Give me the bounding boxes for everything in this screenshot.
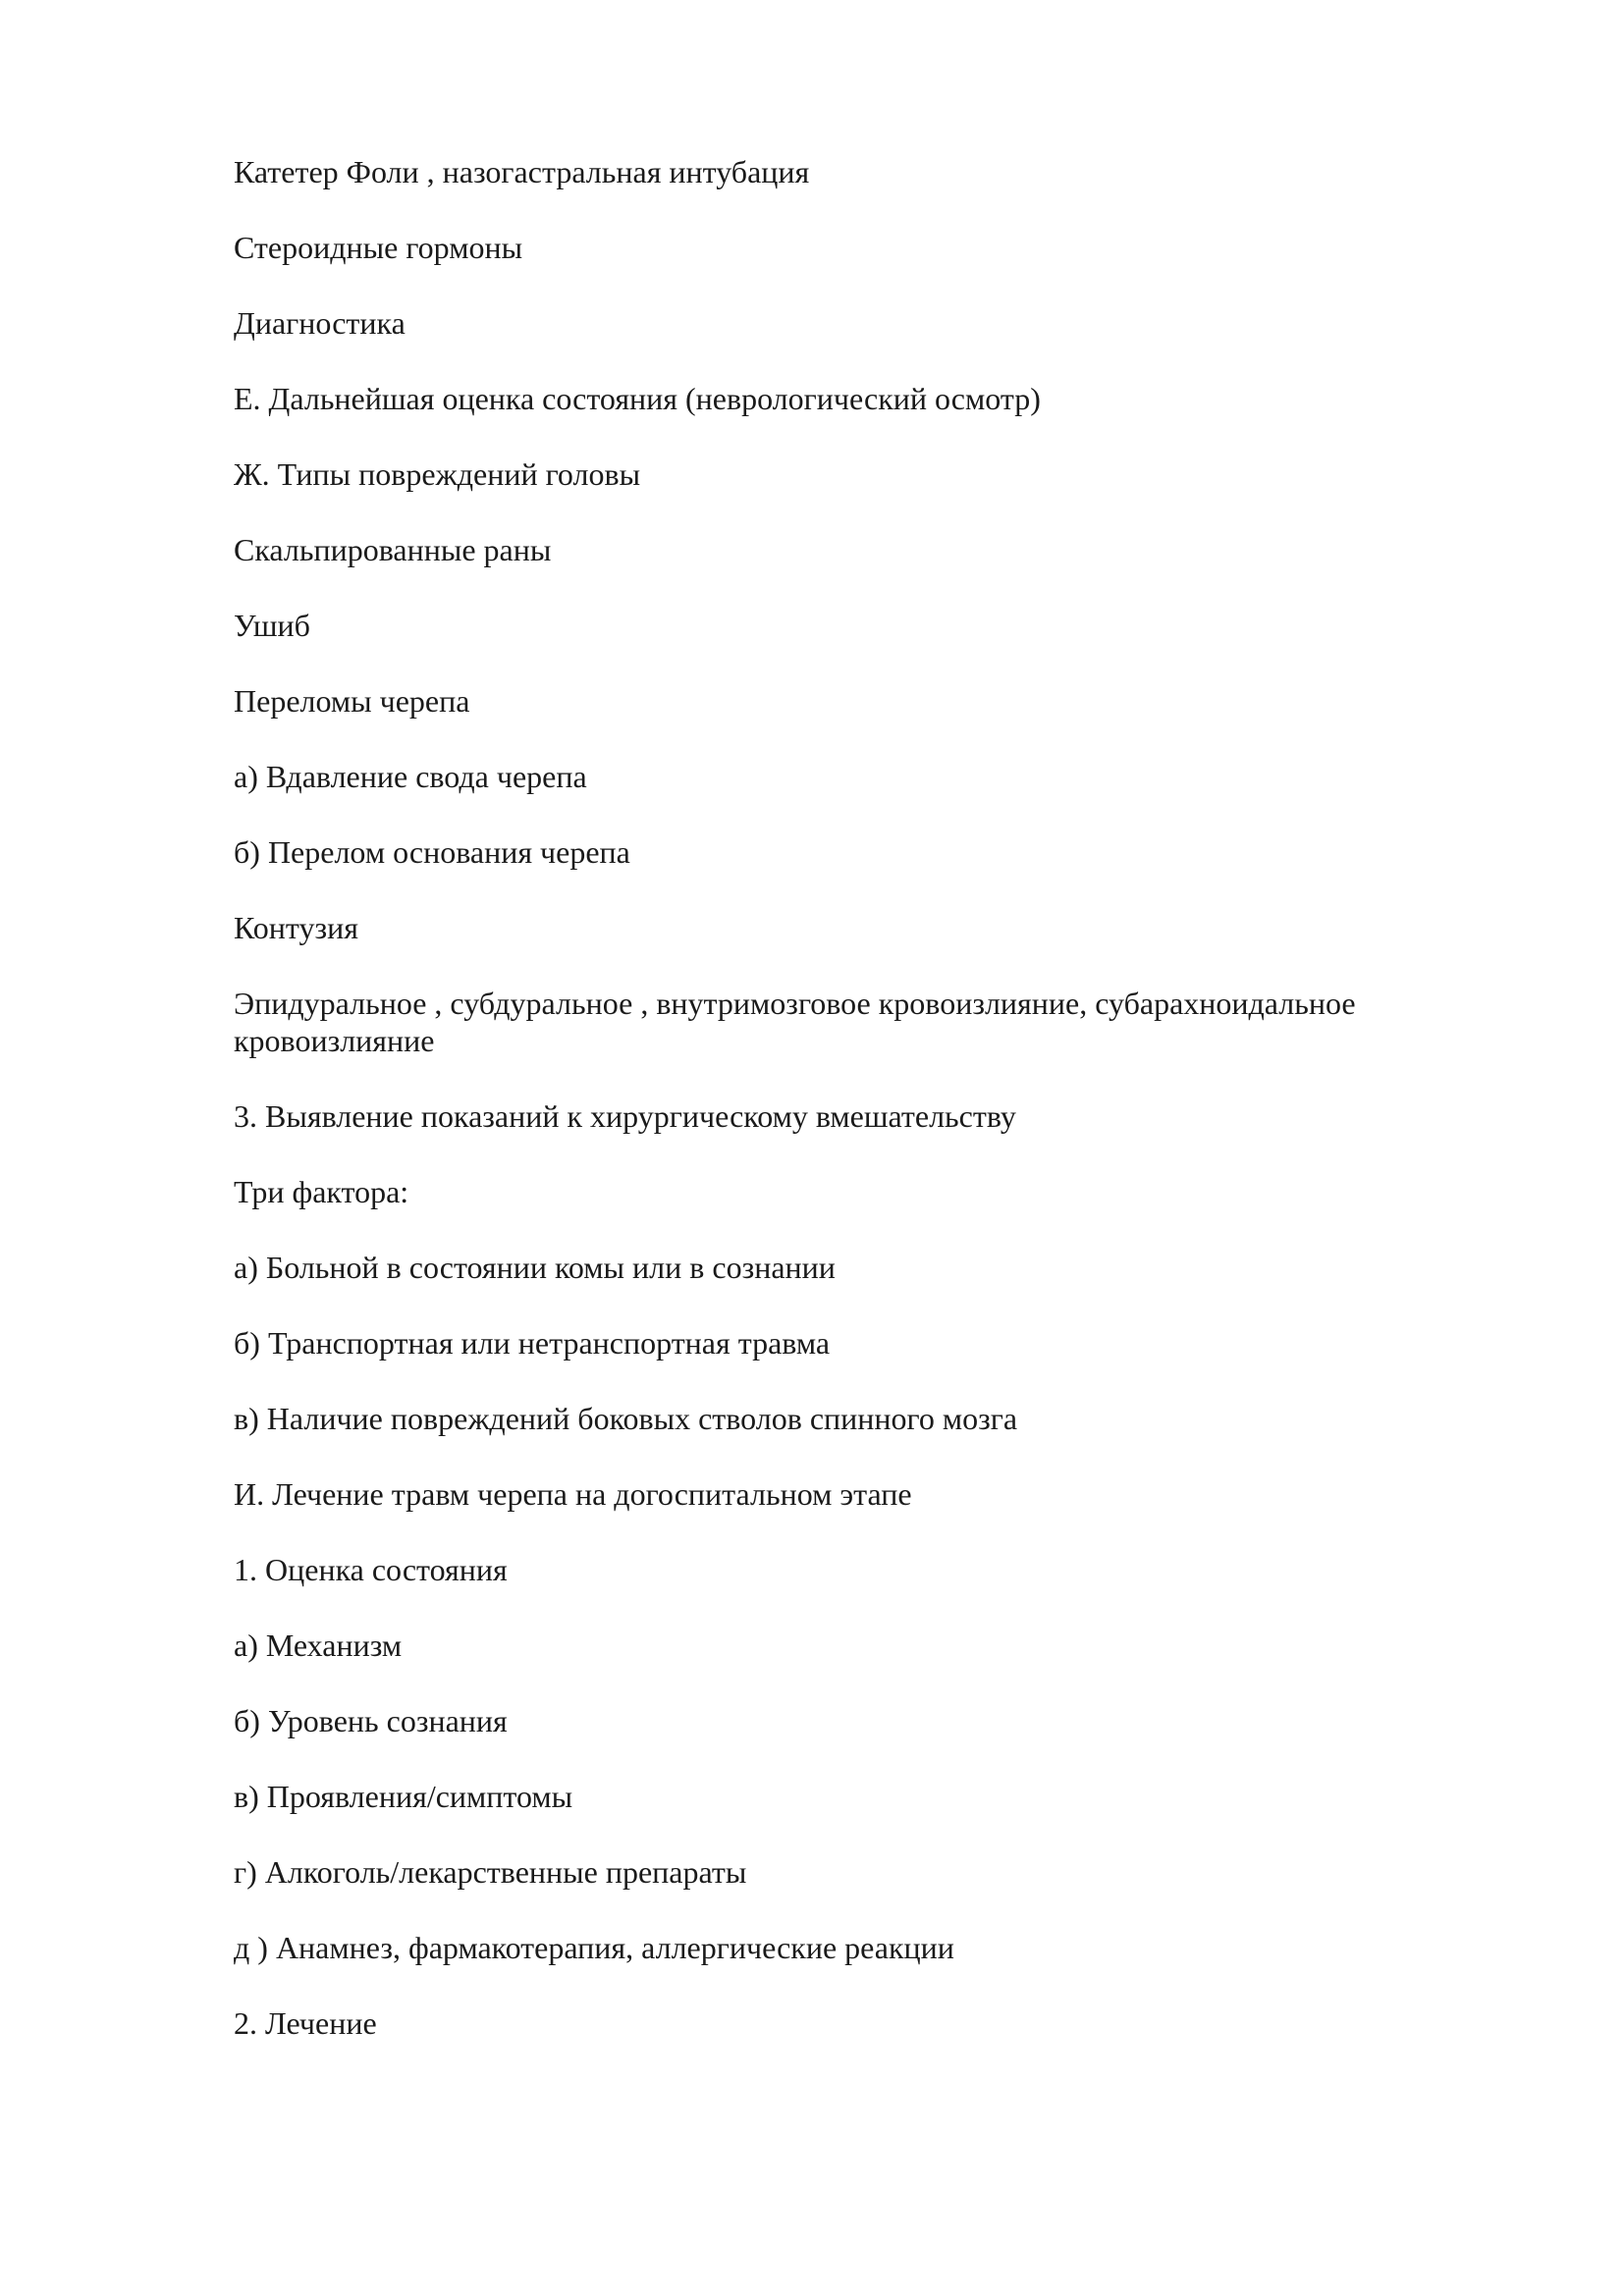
paragraph: Ушиб — [234, 608, 310, 643]
paragraph: Ж. Типы повреждений головы — [234, 456, 641, 492]
paragraph: Скальпированные раны — [234, 532, 552, 567]
paragraph: 3. Выявление показаний к хирургическому вмешательству — [234, 1098, 1016, 1134]
paragraph: д ) Анамнез, фармакотерапия, аллергические реакции — [234, 1930, 954, 1965]
paragraph: Стероидные гормоны — [234, 230, 523, 265]
document-body — [234, 153, 1412, 2080]
paragraph: 1. Оценка состояния — [234, 1552, 508, 1587]
paragraph: б) Уровень сознания — [234, 1703, 508, 1738]
paragraph: Е. Дальнейшая оценка состояния (неврологический осмотр) — [234, 381, 1041, 416]
paragraph: Катетер Фоли , назогастральная интубация — [234, 154, 810, 189]
paragraph: а) Механизм — [234, 1628, 403, 1663]
paragraph: И. Лечение травм черепа на догоспитальном этапе — [234, 1476, 912, 1512]
paragraph: в) Проявления/симптомы — [234, 1779, 573, 1814]
paragraph: б) Перелом основания черепа — [234, 834, 630, 870]
paragraph: а) Вдавление свода черепа — [234, 759, 587, 794]
paragraph: Переломы черепа — [234, 683, 470, 719]
paragraph: Контузия — [234, 910, 358, 945]
paragraph: 2. Лечение — [234, 2005, 377, 2041]
paragraph: а) Больной в состоянии комы или в сознании — [234, 1250, 836, 1285]
paragraph: г) Алкоголь/лекарственные препараты — [234, 1854, 747, 1890]
paragraph: Три фактора: — [234, 1174, 409, 1209]
paragraph: в) Наличие повреждений боковых стволов спинного мозга — [234, 1401, 1018, 1436]
paragraph: Диагностика — [234, 305, 406, 341]
paragraph: Эпидуральное , субдуральное , внутримозговое кровоизлияние, субарахноидальное кровоизлияние — [234, 986, 1356, 1058]
paragraph: б) Транспортная или нетранспортная травма — [234, 1325, 831, 1361]
